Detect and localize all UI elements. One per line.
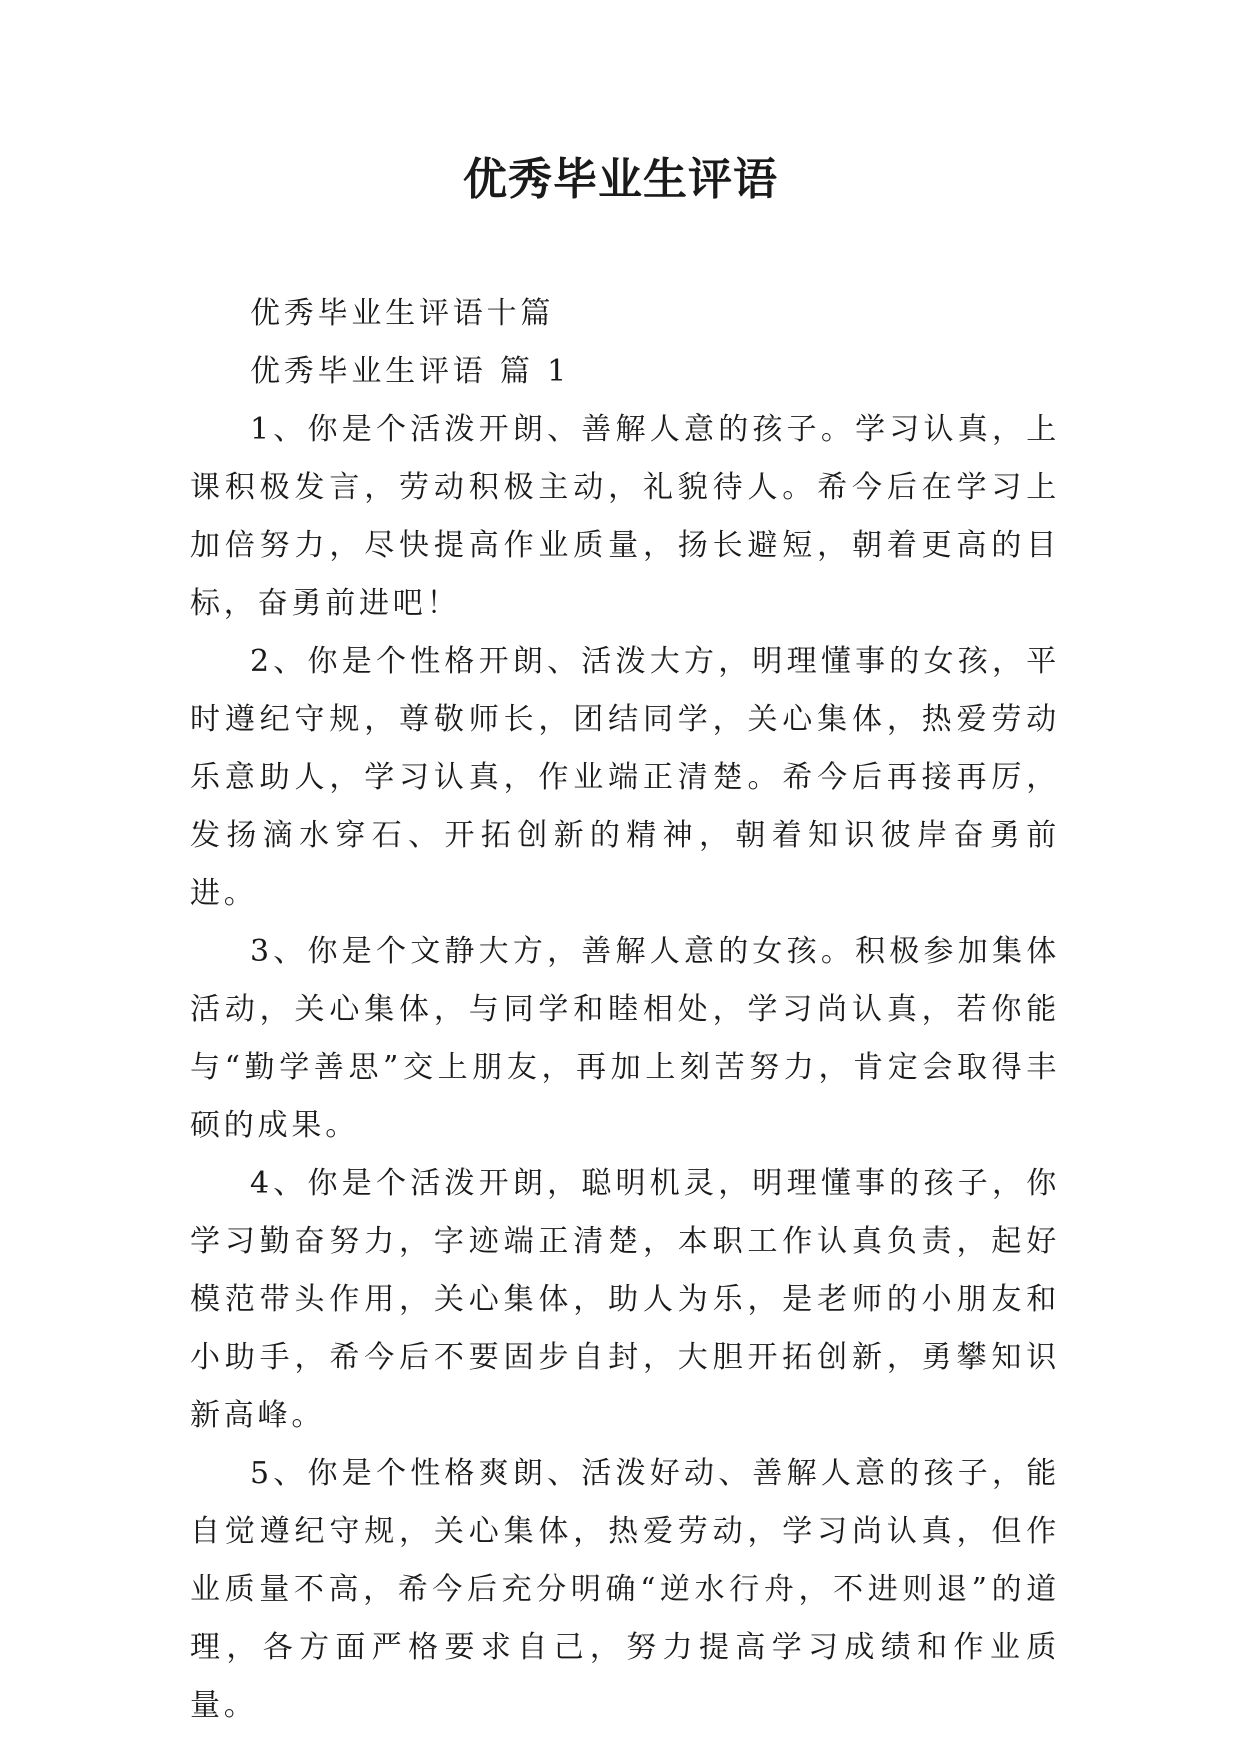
comment-paragraph-5: 5、你是个性格爽朗、活泼好动、善解人意的孩子，能自觉遵纪守规，关心集体，热爱劳动，学习尚认真，但作业质量不高，希今后充分明确“逆水行舟，不进则退”的道理，各方面严格要求自己，努力提高学习成绩和作业质量。 <box>190 1456 1060 1723</box>
document-body <box>190 285 1060 1735</box>
document-title: 优秀毕业生评语 <box>463 154 778 205</box>
comment-paragraph-4: 4、你是个活泼开朗，聪明机灵，明理懂事的孩子，你学习勤奋努力，字迹端正清楚，本职工作认真负责，起好模范带头作用，关心集体，助人为乐，是老师的小朋友和小助手，希今后不要固步自封，大胆开拓创新，勇攀知识新高峰。 <box>190 1166 1060 1433</box>
comment-paragraph-2: 2、你是个性格开朗、活泼大方，明理懂事的女孩，平时遵纪守规，尊敬师长，团结同学，关心集体，热爱劳动乐意助人，学习认真，作业端正清楚。希今后再接再厉，发扬滴水穿石、开拓创新的精神，朝着知识彼岸奋勇前进。 <box>190 644 1060 911</box>
comment-paragraph-3: 3、你是个文静大方，善解人意的女孩。积极参加集体活动，关心集体，与同学和睦相处，学习尚认真，若你能与“勤学善思”交上朋友，再加上刻苦努力，肯定会取得丰硕的成果。 <box>190 934 1060 1143</box>
document-subtitle: 优秀毕业生评语十篇 <box>250 296 555 331</box>
section-heading: 优秀毕业生评语 篇 1 <box>250 354 570 389</box>
comment-paragraph-1: 1、你是个活泼开朗、善解人意的孩子。学习认真，上课积极发言，劳动积极主动，礼貌待人。希今后在学习上加倍努力，尽快提高作业质量，扬长避短，朝着更高的目标，奋勇前进吧！ <box>190 412 1060 621</box>
